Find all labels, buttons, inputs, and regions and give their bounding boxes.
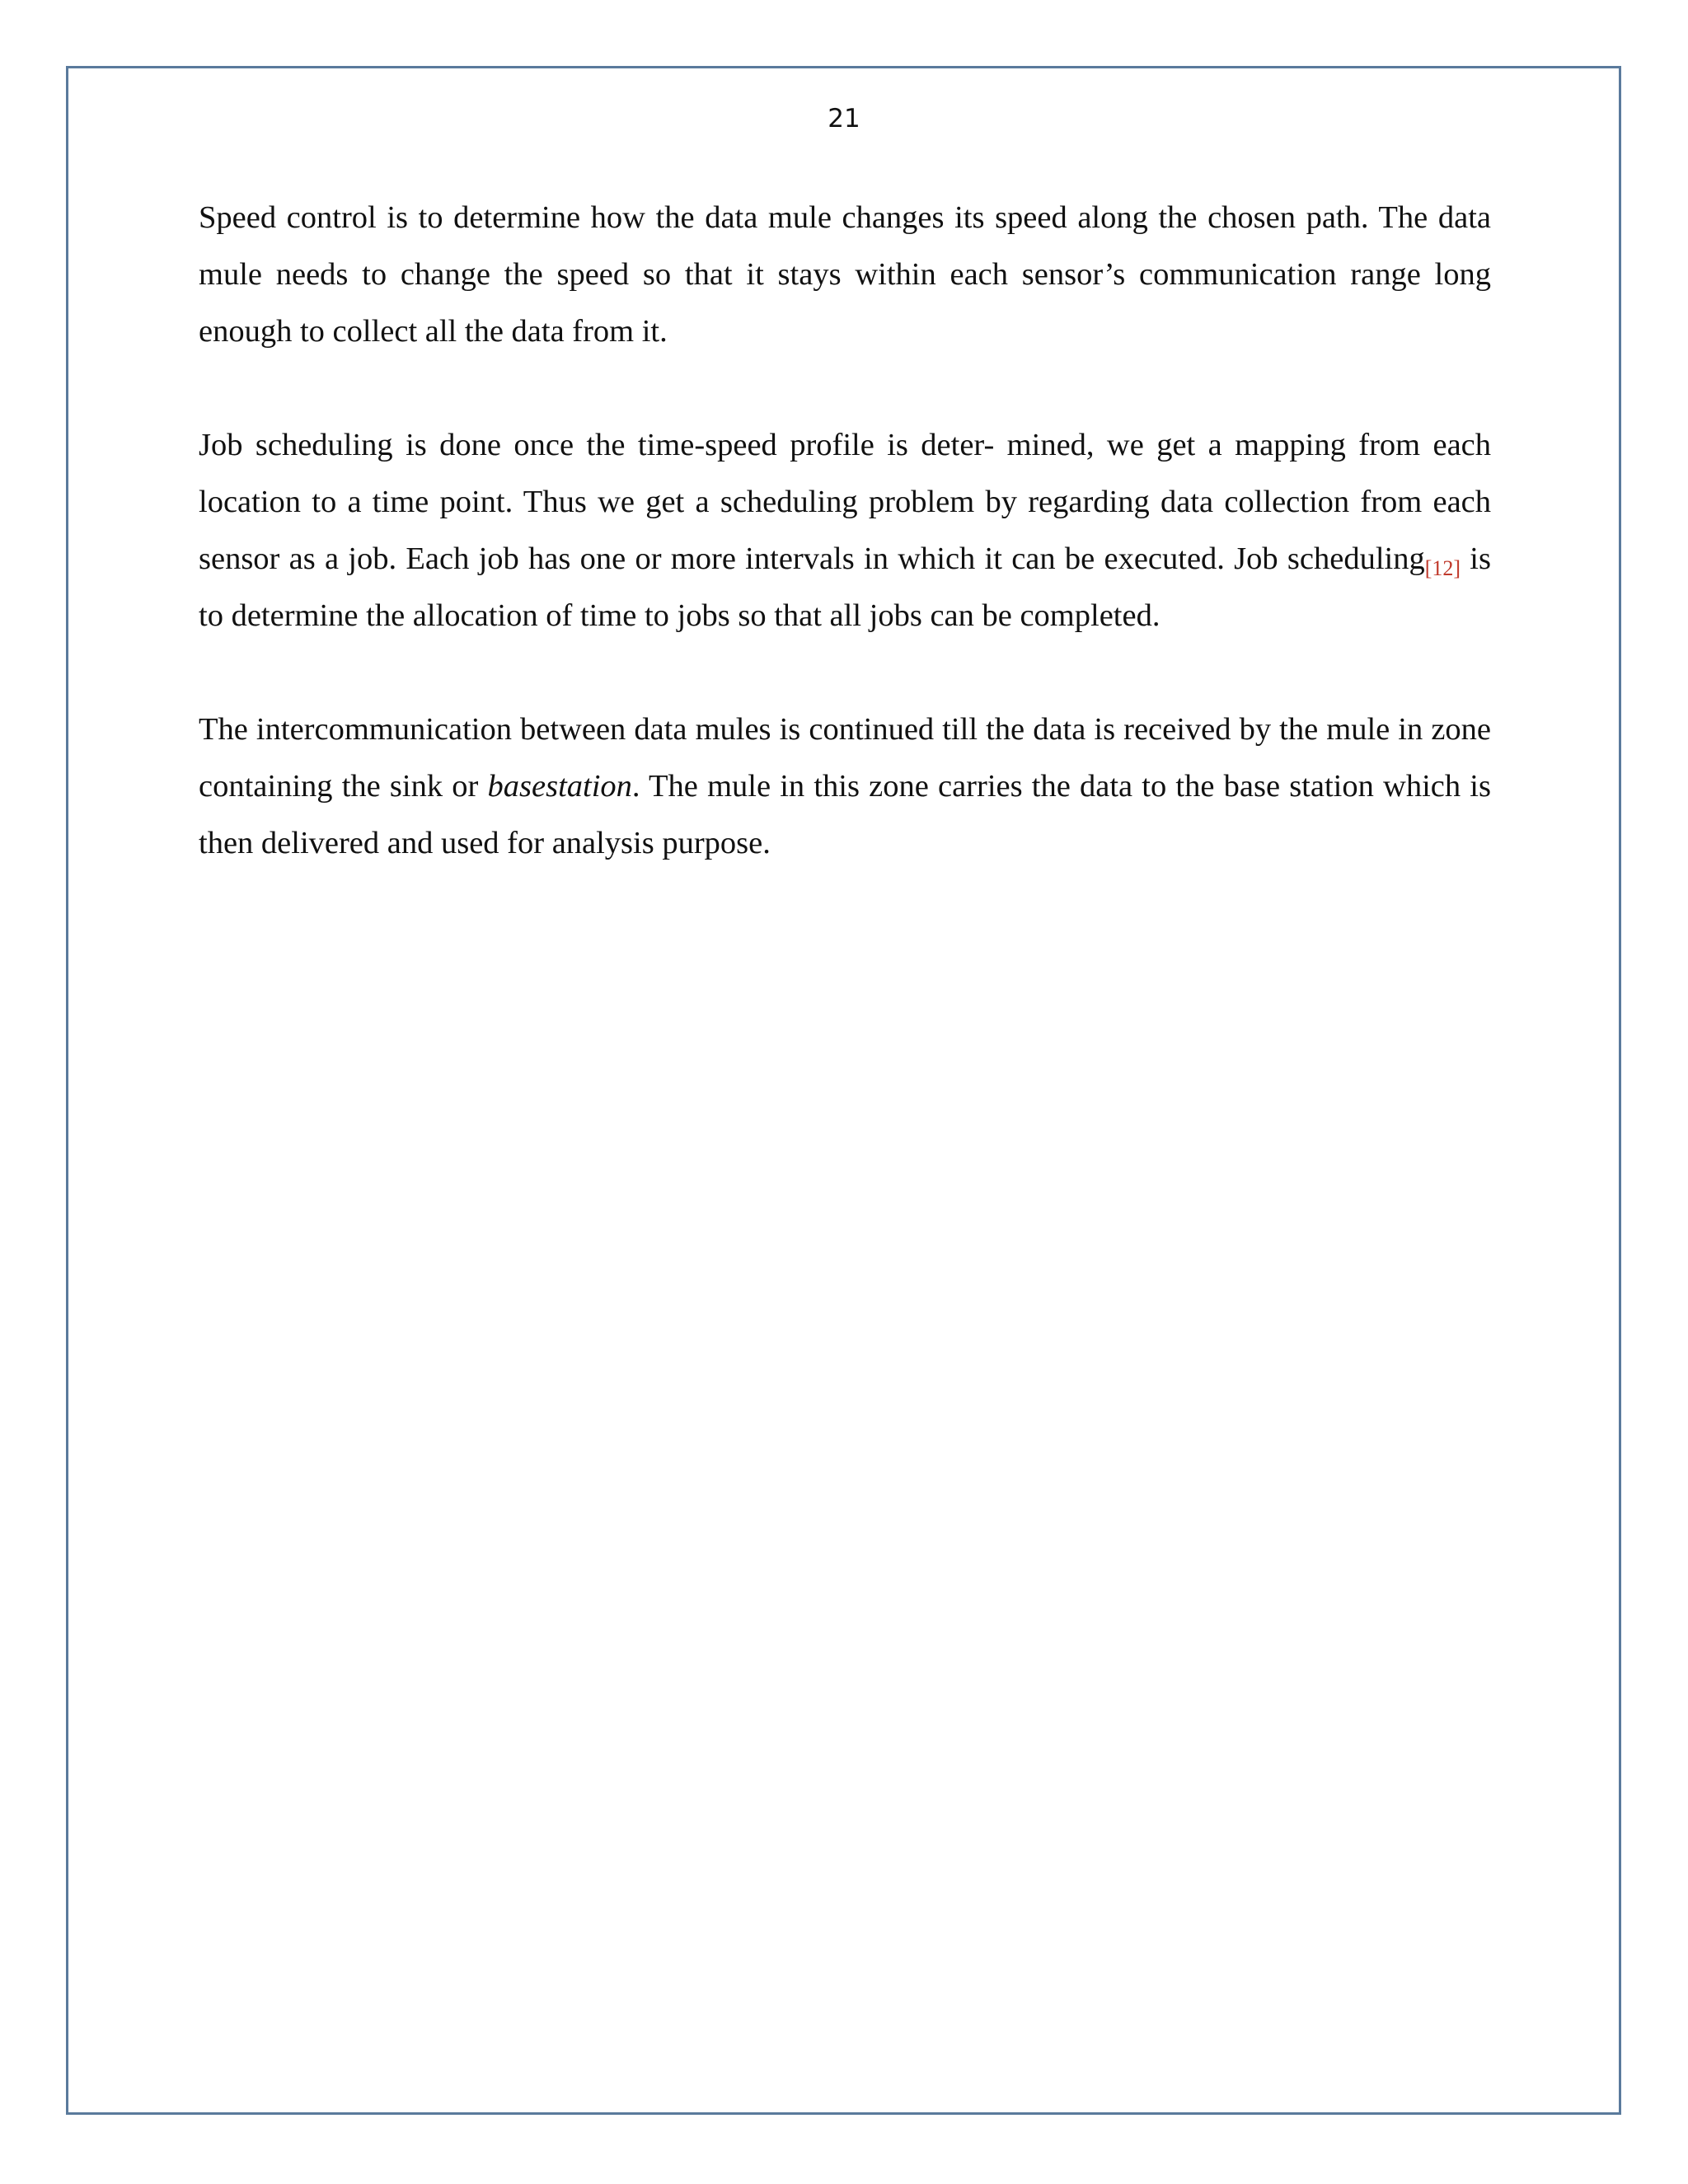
paragraph-intercommunication [199,701,1491,872]
paragraph-job-scheduling [199,417,1491,644]
document-body [199,190,1491,929]
italic-term: basestation [487,769,632,804]
paragraph-speed-control [199,190,1491,360]
paragraph-text: Job scheduling is done once the time-speed profile is deter- mined, we get a mapping from each location to a time point. Thus we get a scheduling problem by regarding data collection from each sensor as a job. Each job has one or more intervals in which it can be executed. Job scheduling [199,428,1491,576]
paragraph-text: The intercommunication between data mules is continued till the data is received by the mule in zone containing the sink or [199,712,1491,804]
paragraph-text: Speed control is to determine how the data mule changes its speed along the chosen path. The data mule needs to change the speed so that it stays within each sensor’s communication range long enough to collect all the data from it. [199,200,1491,349]
paragraph-text: . The mule in this zone carries the data to the base station which is then delivered and used for analysis purpose. [199,769,1491,860]
citation-link[interactable]: [12] [1424,556,1461,580]
page-number: 21 [828,104,860,134]
paragraph-text: is to determine the allocation of time to jobs so that all jobs can be completed. [199,541,1491,633]
